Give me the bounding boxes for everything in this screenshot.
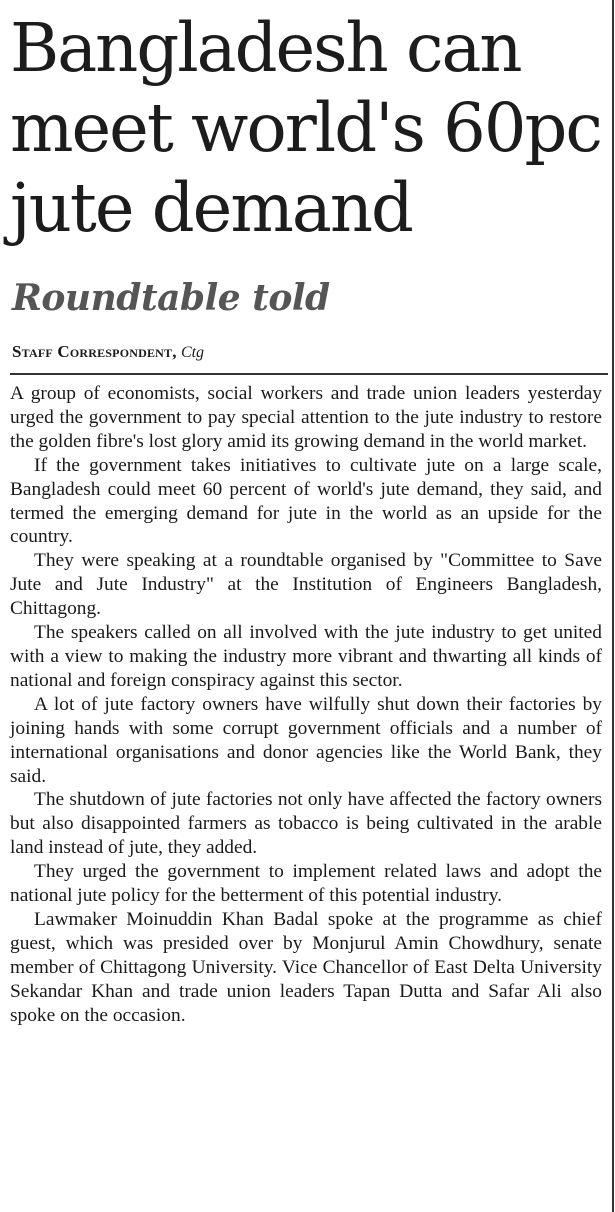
byline [12,340,204,365]
paragraph: A lot of jute factory owners have wilfully shut down their factories by joining hands with some corrupt government officials and a number of international organisations and donor agencies like the World Bank, they said. [10,693,602,787]
headline: Bangladesh can meet world's 60pc jute demand [10,9,601,247]
paragraph: If the government takes initiatives to cultivate jute on a large scale, Bangladesh could meet 60 percent of world's jute demand, they said, and termed the emerging demand for jute in the world as an upside for the country. [10,454,602,548]
byline-name: Staff Correspondent, [12,342,177,361]
paragraph: The shutdown of jute factories not only have affected the factory owners but also disappointed farmers as tobacco is being cultivated in the arable land instead of jute, they added. [10,789,602,859]
paragraph: Lawmaker Moinuddin Khan Badal spoke at the programme as chief guest, which was presided over by Monjurul Amin Chowdhury, senate member of Chittagong University. Vice Chancellor of East Delta University Sekandar Khan and trade union leaders Tapan Dutta and Safar Ali also spoke on the occasion. [10,908,602,1026]
paragraph: They were speaking at a roundtable organised by "Committee to Save Jute and Jute Industry" at the Institution of Engineers Bangladesh, Chittagong. [10,550,602,620]
byline-location: Ctg [180,344,205,361]
subheadline: Roundtable told [12,277,330,319]
paragraph: The speakers called on all involved with the jute industry to get united with a view to making the industry more vibrant and thwarting all kinds of national and foreign conspiracy against this sector. [10,622,602,691]
paragraph: A group of economists, social workers and trade union leaders yesterday urged the government to pay special attention to the jute industry to restore the golden fibre's lost glory amid its growing demand in the world market. [10,383,602,452]
divider [10,373,608,375]
paragraph: They urged the government to implement related laws and adopt the national jute policy for the betterment of this potential industry. [10,861,602,907]
article-body [10,382,602,1027]
